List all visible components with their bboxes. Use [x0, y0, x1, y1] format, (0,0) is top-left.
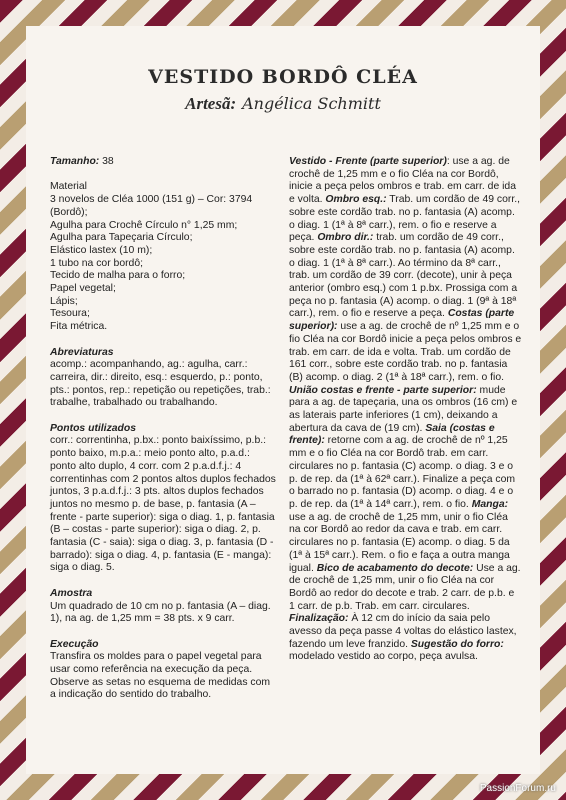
- material-item: Papel vegetal;: [50, 283, 116, 295]
- page-title: VESTIDO BORDÔ CLÉA: [148, 66, 418, 88]
- material-item: Tesoura;: [50, 308, 90, 320]
- amostra-text: Um quadrado de 10 cm no p. fantasia (A – diag. 1), na ag. de 1,25 mm = 38 pts. x 9 carr.: [50, 600, 271, 625]
- manga-heading: Manga:: [471, 498, 509, 510]
- costas-text: use a ag. de crochê de nº 1,25 mm e o fio Cléa na cor Bordô inicie a peça pelos ombros e trab. em carr. de ida e volta. Trab. um cordão de 161 corr., sobre este cordão trab. no p. fantasia (B) acomp. o diag. 2 (1ª à 18ª carr.), rem. o fio.: [289, 321, 522, 383]
- finalizacao-heading: Finalização:: [289, 613, 349, 625]
- execucao-heading: Execução: [50, 638, 99, 650]
- abreviaturas-text: acomp.: acompanhando, ag.: agulha, carr.: carreira, dir.: direito, esq.: esquerdo, p.: ponto, pts.: pontos, rep.: repetição ou repetições, trab.: trabalhe, trabalhado ou trabalhando.: [50, 359, 271, 409]
- artesa-label: Artesã:: [185, 94, 237, 113]
- right-column: [289, 156, 522, 664]
- ombro-esq-text: Trab. um cordão de 49 corr., sobre este cordão trab. no p. fantasia (A) acomp. o diag. 1 (1ª à 8ª carr.), rem. o fio e reserve a peça.: [289, 194, 521, 244]
- ombro-dir-text: trab. um cordão de 49 corr., sobre este cordão trab. no p. fantasia (A) acomp. o diag. 1 (1ª à 8ª carr.). Ao término da 8ª carr., trab. um cordão de 39 corr. (decote), unir à peça anterior (ombro esq.) com 1 p.bx. Prossiga com a peça no p. fantasia (A) acomp. o diag. 1 (9ª à 18ª carr.), rem. o fio e reserve a peça.: [289, 232, 518, 320]
- material-item: Lápis;: [50, 295, 78, 307]
- manga-text: use a ag. de crochê de 1,25 mm, unir o fio Cléa na cor Bordô ao redor da cava e trab. em carr. circulares no p. fantasia (E) acomp. o diag. 5 da (1ª à 15ª carr.). Rem. o fio e faça a outra manga igual.: [289, 511, 510, 574]
- uniao-text: mude para a ag. de tapeçaria, una os ombros (16 cm) e as laterais parte inferiores (1 cm), deixando a abertura da cava de (19 cm).: [289, 384, 518, 434]
- material-heading: Material: [50, 181, 87, 193]
- ombro-dir-heading: Ombro dir.:: [317, 232, 374, 244]
- watermark: PassionForum.ru: [479, 783, 556, 794]
- material-item: Tecido de malha para o forro;: [50, 270, 186, 282]
- pontos-heading: Pontos utilizados: [50, 422, 137, 434]
- bico-text: Use a ag. de crochê de 1,25 mm, unir o fio Cléa na cor Bordô ao redor do decote e trab. 2 carr. de p.b. e 1 carr. de p.b. Trab. em carr. circulares.: [289, 562, 521, 612]
- uniao-heading: União costas e frente - parte superior:: [289, 384, 477, 396]
- frente-heading: Vestido - Frente (parte superior): [289, 156, 447, 167]
- saia-heading: Saia (costas e frente):: [289, 422, 495, 447]
- finalizacao-text: À 12 cm do início da saia pelo avesso da peça passe 4 voltas do elástico lastex, fazendo um leve franzido.: [289, 613, 517, 650]
- tamanho-value: 38: [99, 156, 114, 167]
- frente-text: : use a ag. de crochê de 1,25 mm e o fio Cléa na cor Bordô, inicie a peça pelos ombros e trab. em carr. de ida e volta.: [289, 156, 516, 206]
- tamanho-label: Tamanho:: [50, 156, 100, 167]
- material-item: Fita métrica.: [50, 321, 108, 333]
- bico-heading: Bico de acabamento do decote:: [316, 562, 474, 574]
- artesa-line: [0, 94, 566, 114]
- material-item: Agulha para Tapeçaria Círculo;: [50, 232, 193, 244]
- costas-heading: Costas (parte superior):: [289, 308, 515, 333]
- instructions-paragraph: [289, 156, 522, 664]
- forro-heading: Sugestão do forro:: [410, 638, 504, 650]
- forro-text: modelado vestido ao corpo, peça avulsa.: [289, 651, 478, 663]
- amostra-heading: Amostra: [50, 587, 93, 599]
- ombro-esq-heading: Ombro esq.:: [325, 194, 387, 206]
- tamanho: [50, 156, 278, 169]
- material-item: 3 novelos de Cléa 1000 (151 g) – Cor: 3794 (Bordô);: [50, 194, 253, 218]
- execucao-text: Transfira os moldes para o papel vegetal para usar como referência na execução da peça. Observe as setas no esquema de medidas com a indicação do sentido do trabalho.: [50, 651, 271, 701]
- left-column: [50, 156, 278, 702]
- material-item: Agulha para Crochê Círculo n° 1,25 mm;: [50, 219, 238, 231]
- saia-text: retorne com a ag. de crochê de nº 1,25 mm e o fio Cléa na cor Bordô trab. em carr. circulares no p. fantasia (C) acomp. o diag. 3 e o p. de rep. da (1ª à 62ª carr.). Finalize a peça com o barrado no p. fantasia (D) acomp. o diag. 4 e o p. de rep. da (1ª à 14ª carr.), rem. o fio.: [289, 435, 516, 510]
- material-item: Elástico lastex (10 m);: [50, 244, 153, 256]
- artesa-signature: Angélica Schmitt: [242, 94, 381, 113]
- material-item: 1 tubo na cor bordô;: [50, 257, 144, 269]
- abreviaturas-heading: Abreviaturas: [50, 346, 114, 358]
- pontos-text: corr.: correntinha, p.bx.: ponto baixíssimo, p.b.: ponto baixo, m.p.a.: meio ponto alto, p.a.d.: ponto alto duplo, 4 corr. com 2 p.a.d.f.j.: 4 correntinhas com 2 pontos altos duplos fechados juntos, 3 p.a.d.f.j.: 3 pts. altos duplos fechados juntos no mesmo p. de base, p. fantasia (A – frente - parte superior): siga o diag. 1, p. fantasia (B – costas - parte superior): siga o diag. 2, p. fantasia (C - saia): siga o diag. 3, p. fantasia (D - barrado): siga o diag. 4, p. fantasia (E - manga): siga o diag. 5.: [50, 435, 276, 574]
